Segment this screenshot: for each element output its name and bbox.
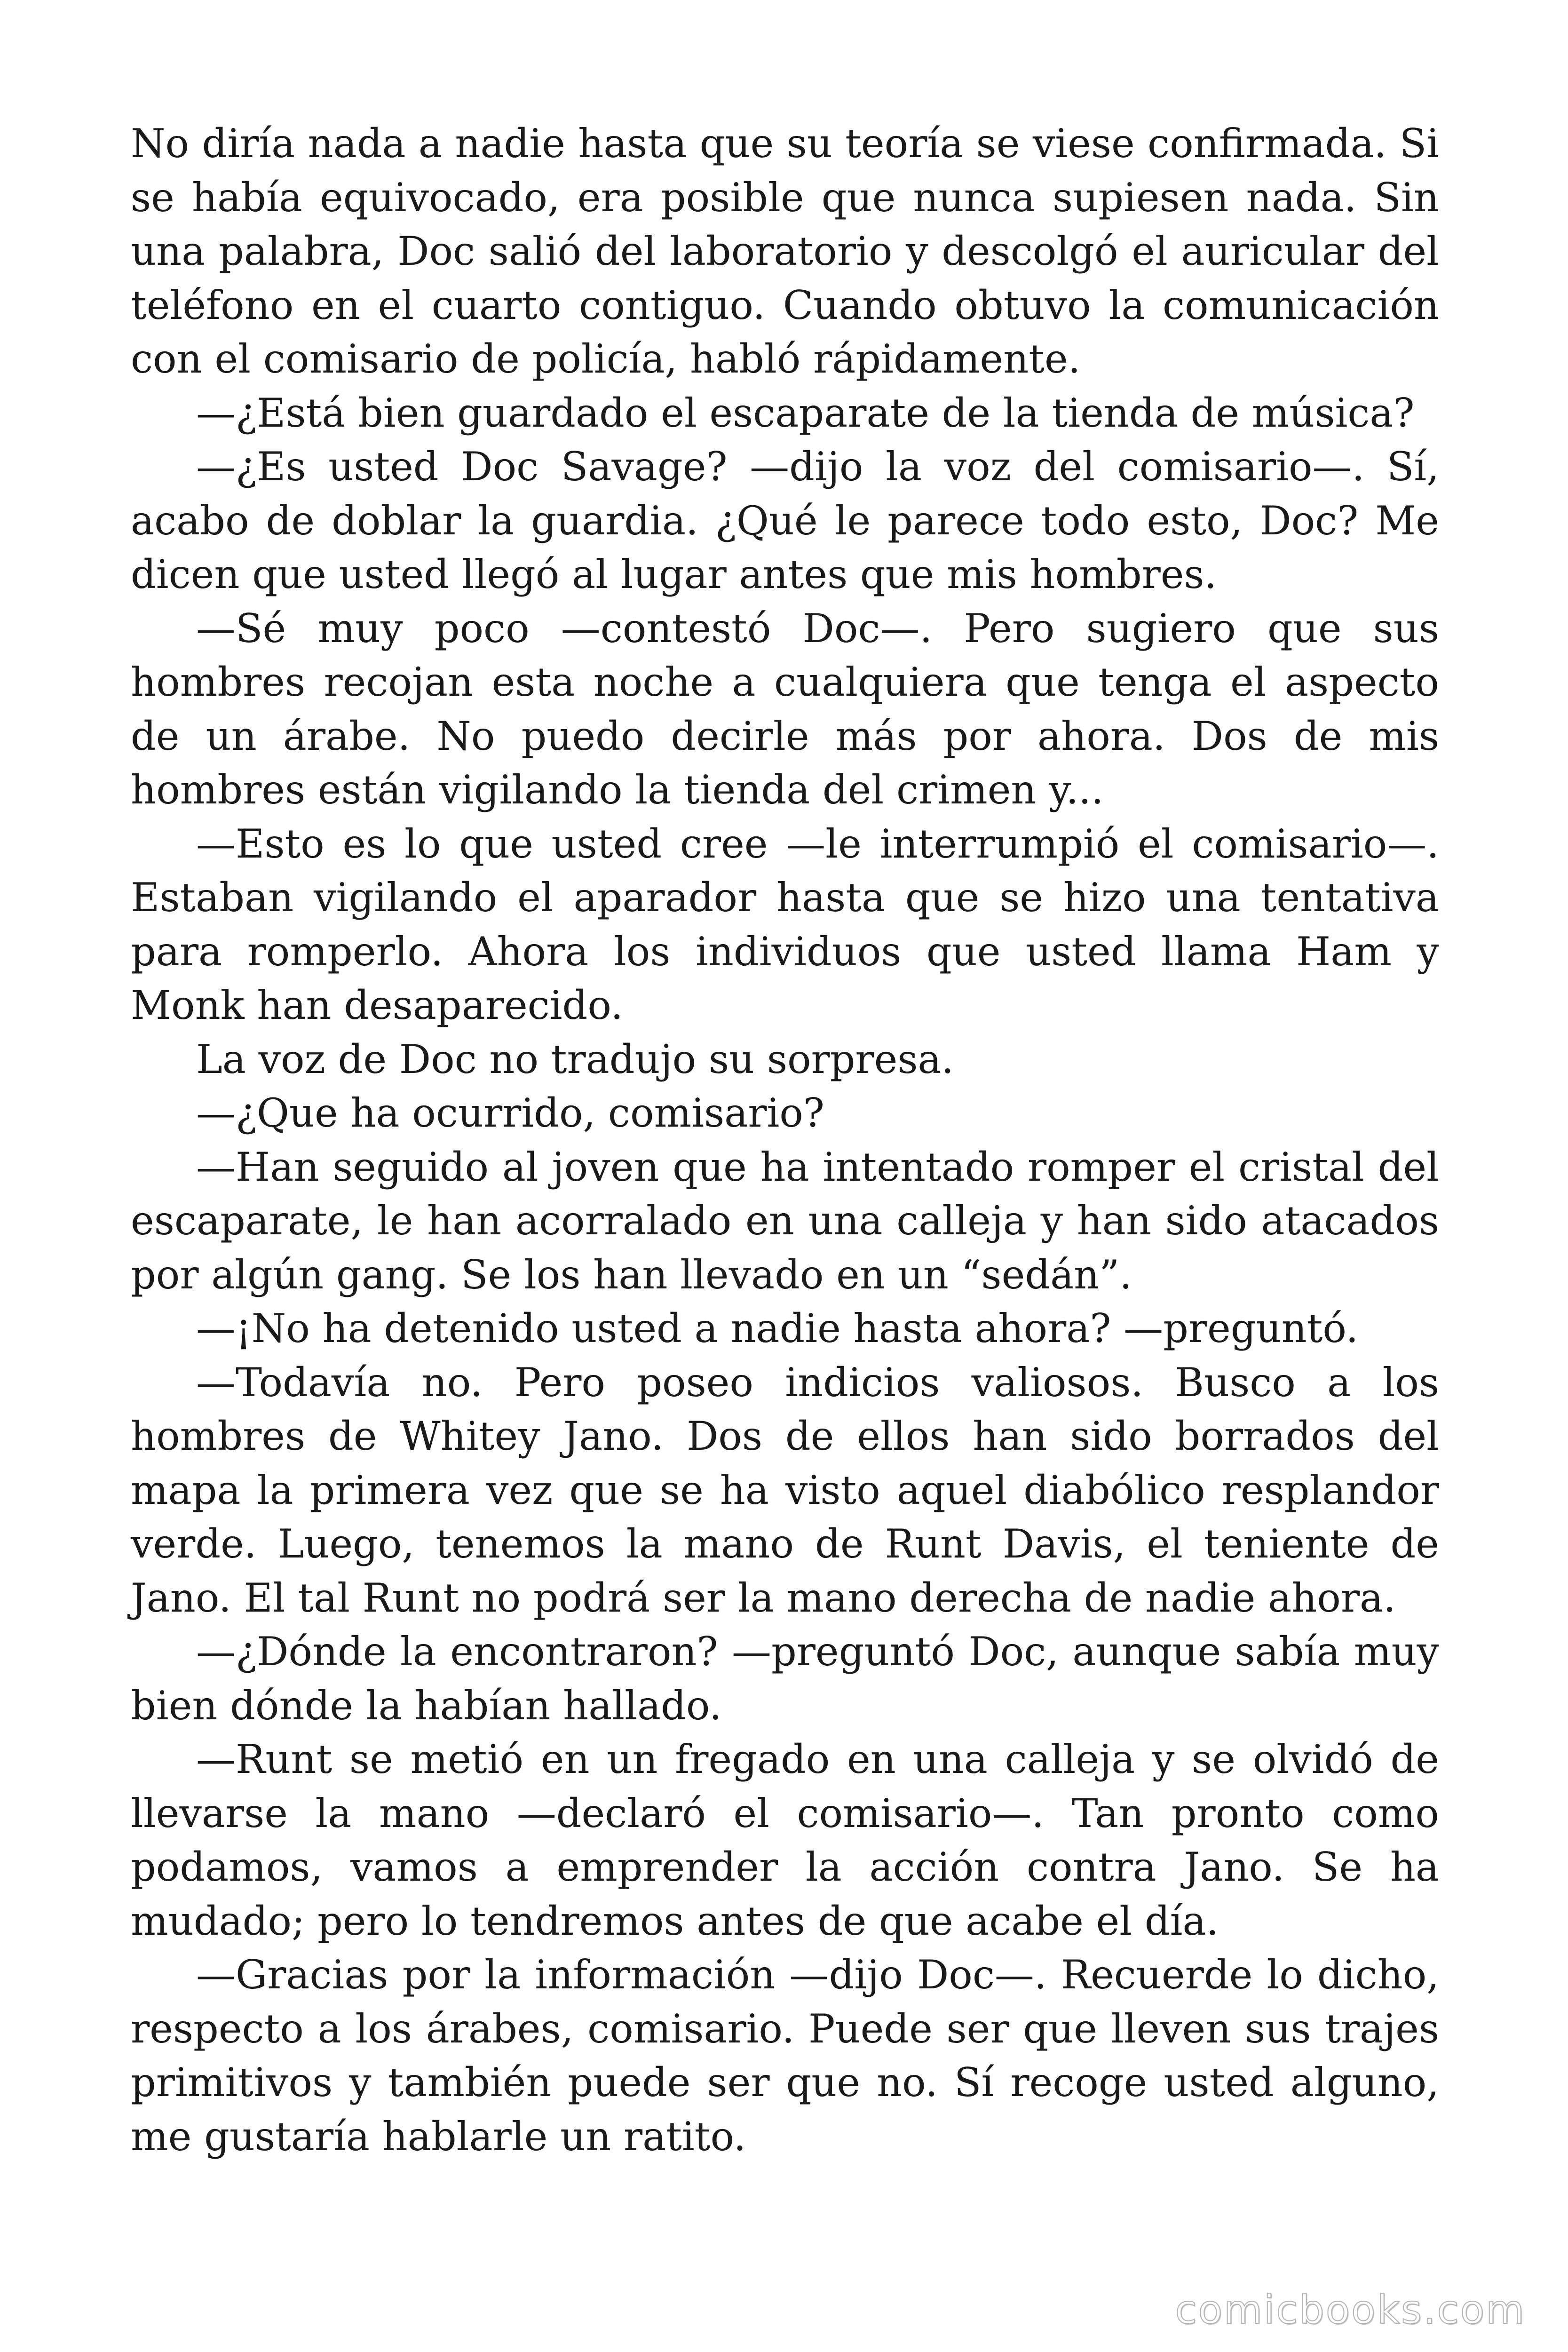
paragraph: No diría nada a nadie hasta que su teoría se viese confirmada. Si se había equivocado, era posible que nunca supiesen nada. Sin una palabra, Doc salió del laboratorio y descolgó el auricular del teléfono en el cuarto contiguo. Cuando obtuvo la comunicación con el comisario de policía, habló rápidamente. — [131, 120, 1439, 382]
paragraph: —Gracias por la información —dijo Doc—. Recuerde lo dicho, respecto a los árabes, comisario. Puede ser que lleven sus trajes primitivos y también puede ser que no. Sí recoge usted alguno, me gustaría hablarle un ratito. — [131, 1952, 1439, 2160]
paragraph: —Esto es lo que usted cree —le interrumpió el comisario—. Estaban vigilando el aparador hasta que se hizo una tentativa para romperlo. Ahora los individuos que usted llama Ham y Monk han desaparecido. — [131, 820, 1439, 1028]
paragraph: La voz de Doc no tradujo su sorpresa. — [196, 1036, 954, 1082]
paragraph: —Todavía no. Pero poseo indicios valiosos. Busco a los hombres de Whitey Jano. Dos de ellos han sido borrados del mapa la primera vez que se ha visto aquel diabólico resplandor verde. Luego, tenemos la mano de Runt Davis, el teniente de Jano. El tal Runt no podrá ser la mano derecha de nadie ahora. — [131, 1359, 1439, 1621]
paragraph: —Runt se metió en un fregado en una calleja y se olvidó de llevarse la mano —declaró el comisario—. Tan pronto como podamos, vamos a emprender la acción contra Jano. Se ha mudado; pero lo tendremos antes de que acabe el día. — [131, 1736, 1439, 1944]
paragraph: —Sé muy poco —contestó Doc—. Pero sugiero que sus hombres recojan esta noche a cualquiera que tenga el aspecto de un árabe. No puedo decirle más por ahora. Dos de mis hombres están vigilando la tienda del crimen y... — [131, 605, 1439, 813]
paragraph: —¿Es usted Doc Savage? —dijo la voz del comisario—. Sí, acabo de doblar la guardia. ¿Qué le parece todo esto, Doc? Me dicen que usted llegó al lugar antes que mis hombres. — [131, 444, 1439, 597]
paragraph: —¿Dónde la encontraron? —preguntó Doc, aunque sabía muy bien dónde la habían hallado. — [131, 1629, 1439, 1729]
paragraph: —¿Que ha ocurrido, comisario? — [196, 1090, 824, 1136]
paragraph: —¿Está bien guardado el escaparate de la tienda de música? — [196, 389, 1415, 436]
page-body — [131, 117, 1439, 2163]
paragraph: —¡No ha detenido usted a nadie hasta ahora? —preguntó. — [196, 1305, 1359, 1351]
paragraph: —Han seguido al joven que ha intentado romper el cristal del escaparate, le han acorralado en una calleja y han sido atacados por algún gang. Se los han llevado en un “sedán”. — [131, 1144, 1439, 1298]
watermark: comicbooks.com — [1175, 2287, 1526, 2333]
